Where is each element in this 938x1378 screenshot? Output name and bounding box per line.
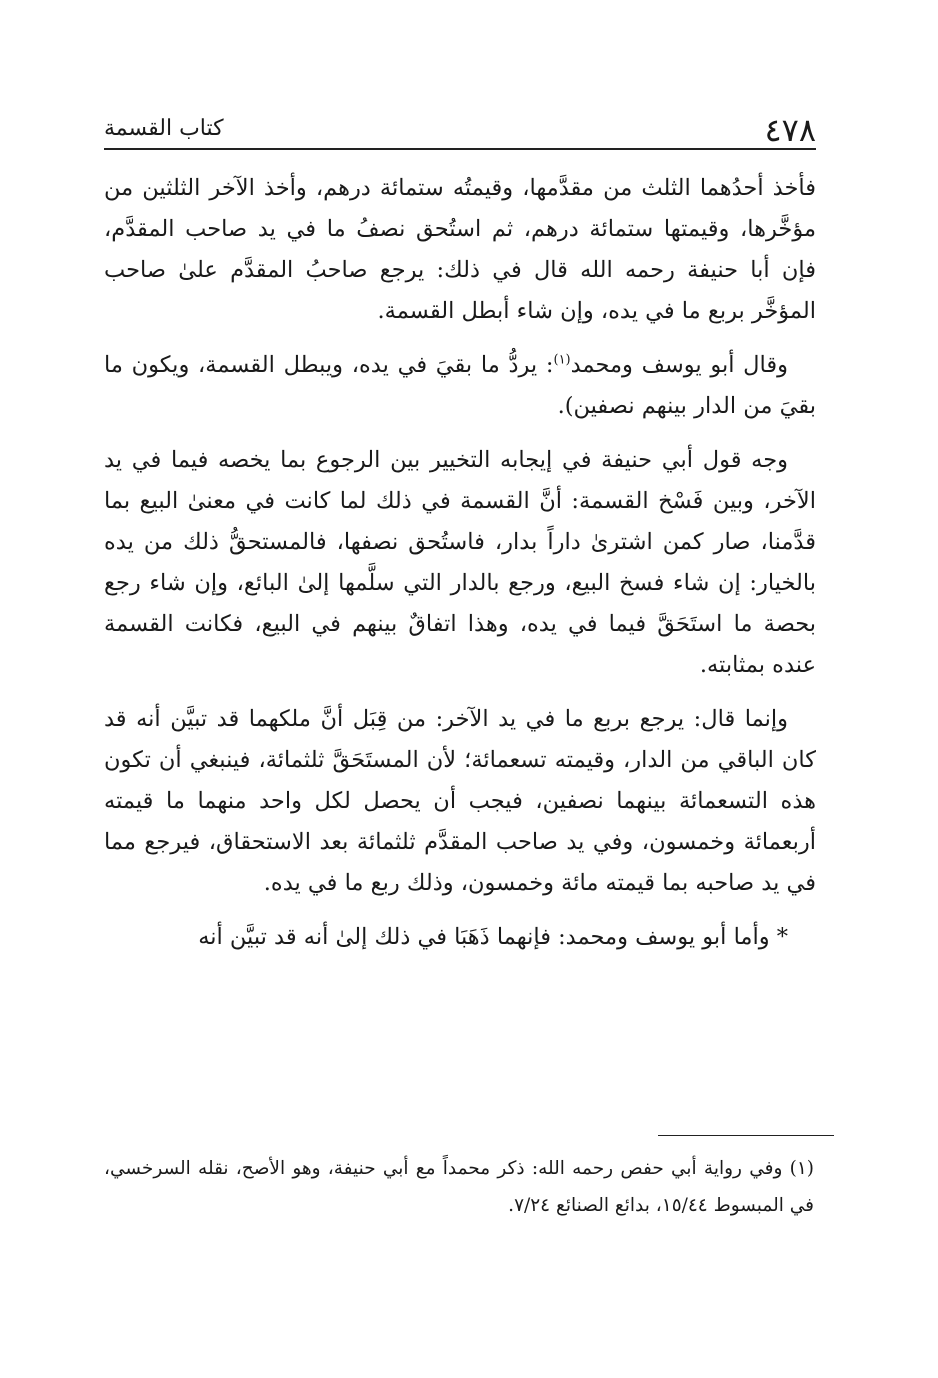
- running-header: [104, 100, 816, 150]
- paragraph-3: وجه قول أبي حنيفة في إيجابه التخيير بين الرجوع بما يخصه فيما في يد الآخر، وبين فَسْخ القسمة: أنَّ القسمة في ذلك لما كانت في معنىٰ البيع بما قدَّمنا، صار كمن اشترىٰ داراً بدار، فاستُحق نصفها، فالمستحقُّ ذلك من يده بالخيار: إن شاء فسخ البيع، ورجع بالدار التي سلَّمها إلىٰ البائع، وإن شاء رجع بحصة ما استَحَقَّ فيما في يده، وهذا اتفاقٌ بينهم في البيع، فكانت القسمة عنده بمثابته.: [104, 447, 816, 678]
- paragraph-1: فأخذ أحدُهما الثلث من مقدَّمها، وقيمتُه ستمائة درهم، وأخذ الآخر الثلثين من مؤخَّرها، وقيمتها ستمائة درهم، ثم استُحق نصفُ ما في يد صاحب المقدَّم، فإن أبا حنيفة رحمه الله قال في ذلك: يرجع صاحبُ المقدَّم علىٰ صاحب المؤخَّر بربع ما في يده، وإن شاء أبطل القسمة.: [104, 175, 816, 324]
- footnote-reference[interactable]: (١): [553, 352, 571, 368]
- paragraph-2-lead: وقال أبو يوسف ومحمد: [570, 352, 788, 378]
- page: [104, 100, 816, 958]
- paragraph-5: * وأما أبو يوسف ومحمد: فإنهما ذَهَبَا في ذلك إلىٰ أنه قد تبيَّن أنه: [198, 924, 788, 950]
- paragraph-4: وإنما قال: يرجع بربع ما في يد الآخر: من قِبَل أنَّ ملكهما قد تبيَّن أنه قد كان الباقي من الدار، وقيمته تسعمائة؛ لأن المستَحَقَّ ثلثمائة، فينبغي أن تكون هذه التسعمائة بينهما نصفين، فيجب أن يحصل لكل واحد منهما ما قيمته أربعمائة وخمسون، وفي يد صاحب المقدَّم ثلثمائة بعد الاستحقاق، فيرجع مما في يد صاحبه بما قيمته مائة وخمسون، وذلك ربع ما في يده.: [104, 706, 816, 896]
- book-title: كتاب القسمة: [104, 116, 224, 141]
- paragraph-2: [104, 345, 816, 427]
- page-number: ٤٧٨: [764, 111, 816, 149]
- paragraph-2-rest: : يردُّ ما بقيَ في يده، ويبطل القسمة، ويكون ما بقيَ من الدار بينهم نصفين).: [104, 352, 816, 419]
- footnotes: [104, 1150, 814, 1224]
- footnote-1: (١) وفي رواية أبي حفص رحمه الله: ذكر محمداً مع أبي حنيفة، وهو الأصح، نقله السرخسي، في المبسوط ١٥/٤٤، بدائع الصنائع ٧/٢٤.: [104, 1158, 814, 1216]
- body-text: [104, 168, 816, 958]
- footnote-separator: [658, 1135, 834, 1136]
